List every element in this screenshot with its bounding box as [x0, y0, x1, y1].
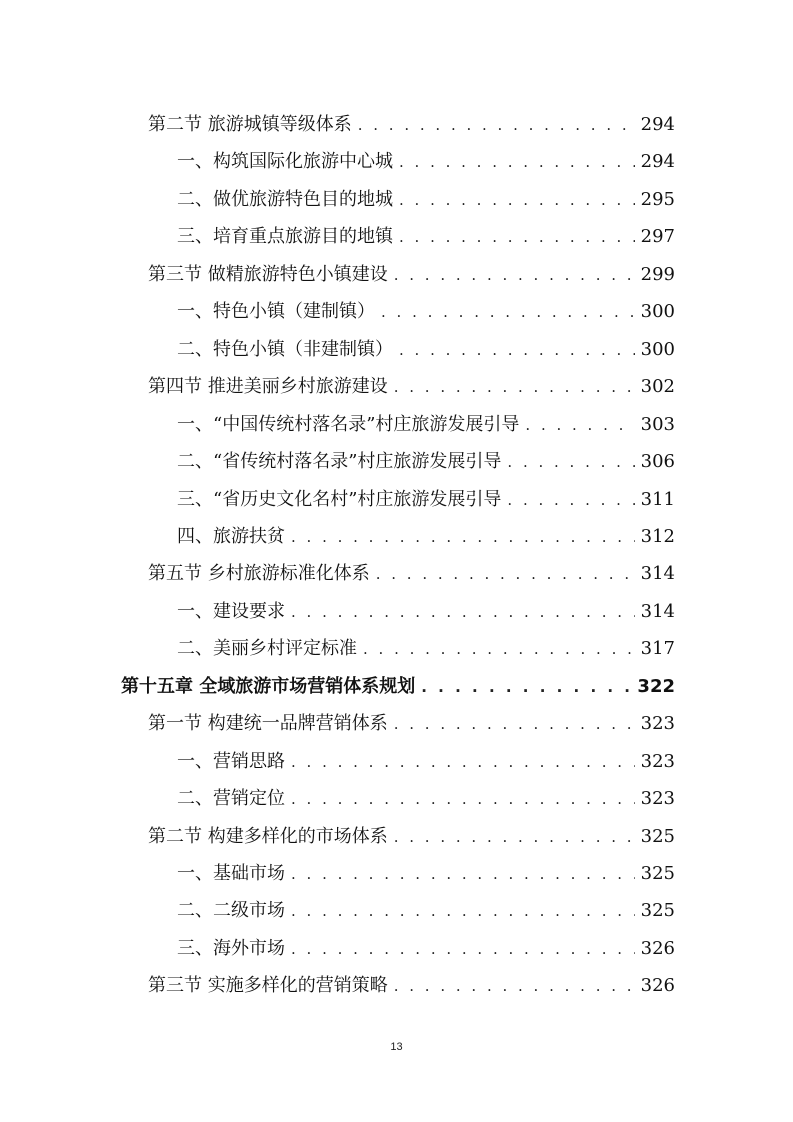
toc-subsection-entry[interactable] — [177, 587, 675, 624]
toc-entry-title: 三、海外市场 — [177, 937, 285, 959]
toc-entry-page-number: 314 — [640, 563, 675, 585]
toc-entry-page-number: 325 — [640, 825, 675, 847]
toc-dot-leader — [381, 300, 635, 324]
toc-entry-page-number: 325 — [640, 900, 675, 922]
toc-subsection-entry[interactable] — [177, 437, 675, 474]
toc-subsection-entry[interactable] — [177, 512, 675, 549]
toc-subsection-entry[interactable] — [177, 886, 675, 923]
toc-subsection-entry[interactable] — [177, 287, 675, 324]
toc-dot-leader — [291, 937, 635, 961]
toc-subsection-entry[interactable] — [177, 624, 675, 661]
toc-entry-title: 一、建设要求 — [177, 600, 285, 622]
toc-dot-leader — [399, 150, 635, 174]
toc-entry-title: 二、特色小镇（非建制镇） — [177, 338, 393, 360]
toc-section-entry[interactable] — [148, 362, 675, 399]
toc-entry-page-number: 299 — [640, 263, 675, 285]
toc-entry-page-number: 294 — [640, 114, 675, 135]
toc-dot-leader — [507, 450, 634, 474]
toc-dot-leader — [394, 825, 635, 849]
toc-entry-page-number: 300 — [640, 338, 675, 360]
toc-dot-leader — [507, 488, 634, 512]
toc-entry-title: 第二节 构建多样化的市场体系 — [148, 825, 388, 847]
toc-subsection-entry[interactable] — [177, 924, 675, 961]
toc-dot-leader — [291, 899, 635, 923]
toc-dot-leader — [363, 637, 635, 661]
toc-entry-title: 第二节 旅游城镇等级体系 — [148, 114, 352, 135]
toc-entry-page-number: 297 — [640, 226, 675, 248]
toc-entry-title: 第一节 构建统一品牌营销体系 — [148, 713, 388, 735]
toc-dot-leader — [399, 225, 635, 249]
toc-dot-leader — [399, 188, 635, 212]
toc-section-entry[interactable] — [148, 961, 675, 998]
toc-section-entry[interactable] — [148, 812, 675, 849]
toc-dot-leader — [291, 750, 635, 774]
toc-entry-page-number: 300 — [640, 301, 675, 323]
toc-subsection-entry[interactable] — [177, 325, 675, 362]
toc-entry-page-number: 326 — [640, 937, 675, 959]
toc-entry-title: 二、二级市场 — [177, 900, 285, 922]
toc-entry-title: 二、做优旅游特色目的地城 — [177, 188, 393, 210]
toc-entry-page-number: 317 — [640, 638, 675, 660]
toc-dot-leader — [376, 562, 635, 586]
toc-section-entry[interactable] — [148, 549, 675, 586]
toc-dot-leader — [291, 787, 635, 811]
toc-entry-page-number: 312 — [640, 525, 675, 547]
toc-entry-page-number: 323 — [640, 788, 675, 810]
toc-entry-page-number: 311 — [640, 488, 675, 510]
toc-subsection-entry[interactable] — [177, 774, 675, 811]
toc-entry-title: 第五节 乡村旅游标准化体系 — [148, 563, 370, 585]
toc-dot-leader — [291, 525, 635, 549]
toc-dot-leader — [291, 862, 635, 886]
toc-entry-page-number: 294 — [640, 151, 675, 173]
toc-entry-title: 四、旅游扶贫 — [177, 525, 285, 547]
toc-dot-leader — [394, 375, 635, 399]
toc-section-entry[interactable] — [148, 100, 675, 137]
toc-entry-title: 第十五章 全域旅游市场营销体系规划 — [121, 675, 416, 697]
toc-entry-page-number: 326 — [640, 975, 675, 997]
toc-dot-leader — [399, 338, 635, 362]
toc-dot-leader — [358, 113, 635, 137]
toc-entry-title: 三、“省历史文化名村”村庄旅游发展引导 — [177, 488, 502, 510]
toc-entry-page-number: 306 — [640, 451, 675, 473]
toc-entry-title: 二、美丽乡村评定标准 — [177, 638, 357, 660]
toc-subsection-entry[interactable] — [177, 475, 675, 512]
toc-chapter-entry[interactable] — [121, 662, 675, 699]
toc-entry-title: 一、“中国传统村落名录”村庄旅游发展引导 — [177, 413, 520, 435]
toc-entry-title: 一、营销思路 — [177, 750, 285, 772]
toc-entry-page-number: 325 — [640, 863, 675, 884]
toc-dot-leader — [394, 712, 635, 736]
toc-subsection-entry[interactable] — [177, 849, 675, 886]
toc-entry-page-number: 302 — [640, 376, 675, 398]
toc-entry-page-number: 323 — [640, 713, 675, 735]
toc-entry-page-number: 295 — [640, 188, 675, 210]
toc-section-entry[interactable] — [148, 250, 675, 287]
toc-entry-page-number: 322 — [637, 675, 675, 697]
toc-entry-title: 一、基础市场 — [177, 863, 285, 884]
toc-dot-leader — [525, 413, 634, 437]
toc-entry-title: 二、“省传统村落名录”村庄旅游发展引导 — [177, 451, 502, 473]
toc-entry-title: 第三节 实施多样化的营销策略 — [148, 975, 388, 997]
toc-entry-page-number: 314 — [640, 600, 675, 622]
toc-section-entry[interactable] — [148, 699, 675, 736]
toc-entry-page-number: 323 — [640, 750, 675, 772]
toc-subsection-entry[interactable] — [177, 137, 675, 174]
toc-entry-page-number: 303 — [640, 413, 675, 435]
toc-entry-title: 第三节 做精旅游特色小镇建设 — [148, 263, 388, 285]
toc-subsection-entry[interactable] — [177, 212, 675, 249]
toc-entry-title: 一、特色小镇（建制镇） — [177, 301, 375, 323]
toc-subsection-entry[interactable] — [177, 400, 675, 437]
toc-subsection-entry[interactable] — [177, 175, 675, 212]
toc-entry-title: 二、营销定位 — [177, 788, 285, 810]
toc-entry-title: 一、构筑国际化旅游中心城 — [177, 151, 393, 173]
toc-dot-leader — [421, 675, 631, 699]
toc-dot-leader — [291, 600, 635, 624]
toc-entry-title: 三、培育重点旅游目的地镇 — [177, 226, 393, 248]
toc-dot-leader — [394, 263, 635, 287]
toc-dot-leader — [394, 974, 635, 998]
page-number: 13 — [390, 1041, 403, 1053]
toc-subsection-entry[interactable] — [177, 737, 675, 774]
toc-entry-title: 第四节 推进美丽乡村旅游建设 — [148, 376, 388, 398]
